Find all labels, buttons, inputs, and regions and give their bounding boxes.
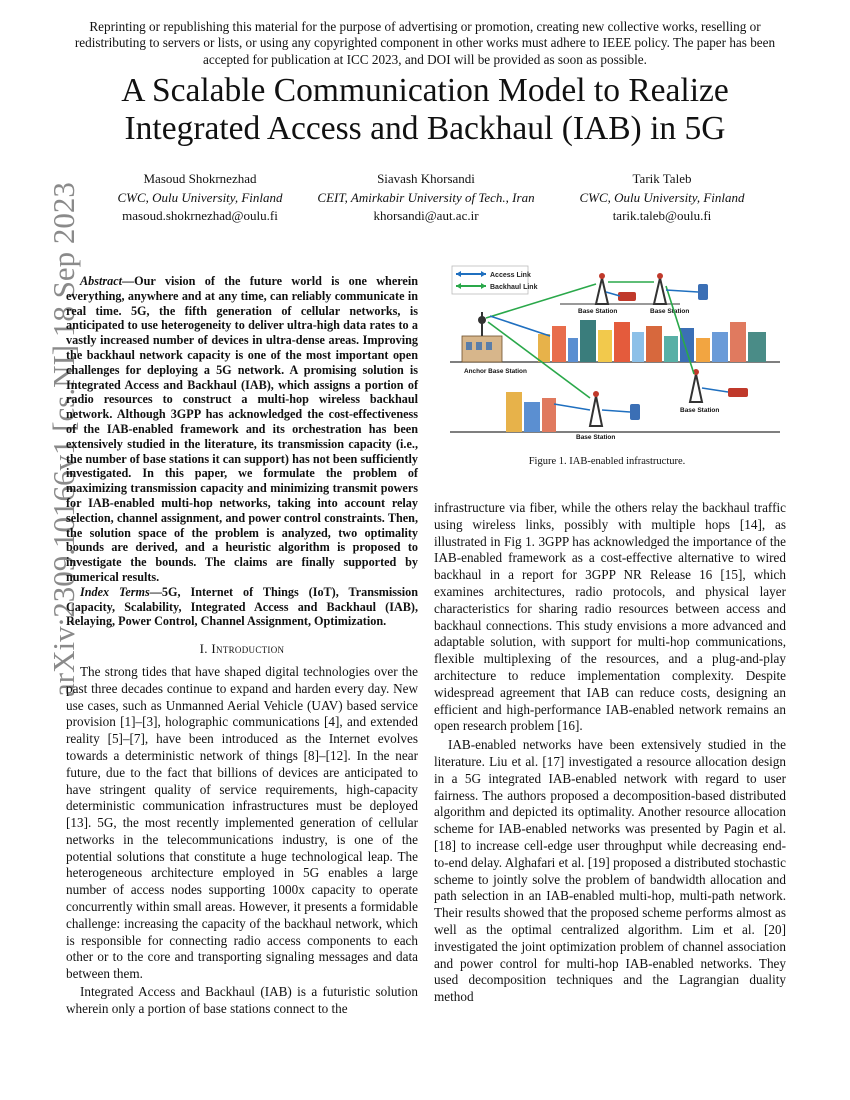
- title-line-2: Integrated Access and Backhaul (IAB) in 5G: [124, 110, 726, 147]
- section-heading: [66, 641, 418, 658]
- access-link: [702, 388, 728, 392]
- section-title: Introduction: [211, 641, 285, 657]
- access-link: [554, 404, 590, 410]
- figure-legend: [452, 266, 538, 294]
- bs-right-label: Base Station: [680, 407, 720, 414]
- anchor-building: [462, 312, 502, 362]
- title-line-1: A Scalable Communication Model to Realize: [121, 72, 729, 109]
- right-column: [434, 500, 786, 1006]
- intro-paragraph-1: The strong tides that have shaped digital technologies over the past three decades continue to expand and harden every day. New use cases, such as Unmanned Aerial Vehicle (UAV) based service provision [1]–[3], holographic communications [4], and extended reality [5]–[7], have been introduced as the Internet evolves towards a deterministic network of things [8]–[12]. In the near future, due to the fact that billions of devices are anticipated to have stringent quality of service requirements, high-capacity deterministic communication infrastructures must be deployed [13]. 5G, the most recently implemented generation of cellular networks in the telecommunications industry, is one of the potential solutions that constitute a huge technological leap. The heterogeneous architecture employed in 5G enables a large number of access nodes supporting 1000x capacity to operate concurrently within small areas. However, it presents a formidable challenge: increasing the capacity of the backhaul network, which is responsible for connecting radio access components to each other or to the core and transporting signaling messages and data between them.: [66, 663, 418, 982]
- bs-bottom-label: Base Station: [576, 434, 616, 441]
- author-block-1: [80, 170, 320, 226]
- city-buildings: [538, 320, 766, 362]
- abstract-label: Abstract: [80, 274, 122, 288]
- bs-top-left-label: Base Station: [578, 308, 618, 315]
- intro-paragraph-2: Integrated Access and Backhaul (IAB) is a futuristic solution wherein only a portion of base stations connect to the: [66, 984, 418, 1016]
- access-link: [606, 292, 620, 296]
- author-name: Masoud Shokrnezhad: [143, 171, 257, 186]
- buildings-bottom-left: [506, 392, 556, 432]
- bs-top-right-label: Base Station: [650, 308, 690, 315]
- copyright-notice: Reprinting or republishing this material for the purpose of advertising or promotion, creating new collective works, reselling or redistributing to servers or lists, or using any copyrighted component in other works must adhere to IEEE policy. The paper has been accepted for publication at ICC 2023, and DOI will be provided as soon as possible.: [74, 19, 776, 67]
- index-terms: [66, 585, 418, 629]
- author-email: tarik.taleb@oulu.fi: [612, 208, 712, 223]
- tower-bottom: [590, 391, 602, 426]
- access-link: [602, 410, 630, 412]
- figure-caption: Figure 1. IAB-enabled infrastructure.: [528, 456, 686, 467]
- legend-access-label: Access Link: [490, 272, 531, 279]
- phone-icon: [698, 284, 708, 300]
- figure-iab-infrastructure: [450, 262, 780, 442]
- right-paragraph-2: IAB-enabled networks have been extensively studied in the literature. Liu et al. [17] investigated a resource allocation design in a 5G integrated IAB-enabled network with regard to user fairness. The authors proposed a decomposition-based distributed algorithm and depicted its optimality. Another resource allocation scheme for IAB-enabled networks was presented by Pagin et al. [18] to increase cell-edge user throughput while decreasing end-to-end delay. Alghafari et al. [19] proposed a distributed stochastic scheme to jointly solve the problem of bandwidth allocation and path selection in an IAB-enabled multi-hop, multi-path network. Their results showed that the proposed scheme performs almost as well as the optimal centralized algorithm. Lim et al. [20] investigated the joint optimization problem of channel association and power control for multi-hop IAB-enabled networks. They used decomposition techniques and the Lagrangian duality method: [434, 737, 786, 1005]
- section-number: I.: [199, 641, 212, 657]
- paper-title: [40, 72, 810, 148]
- index-terms-label: Index Terms: [80, 584, 150, 599]
- car-icon: [618, 292, 636, 301]
- author-name: Tarik Taleb: [632, 171, 692, 186]
- author-block-2: [306, 170, 546, 226]
- anchor-label: Anchor Base Station: [464, 368, 527, 375]
- author-email: masoud.shokrnezhad@oulu.fi: [122, 208, 278, 223]
- tower-top-right: [654, 273, 666, 304]
- author-email: khorsandi@aut.ac.ir: [373, 208, 479, 223]
- abstract: [66, 274, 418, 585]
- arxiv-identifier: arXiv:2309.10166v1 [cs.NI] 18 Sep 2023: [46, 182, 81, 697]
- author-name: Siavash Khorsandi: [377, 171, 475, 186]
- car-icon-right: [728, 388, 748, 397]
- tower-top-left: [596, 273, 608, 304]
- phone-icon-bottom: [630, 404, 640, 420]
- tower-right: [690, 369, 702, 402]
- author-affiliation: CWC, Oulu University, Finland: [117, 189, 283, 205]
- right-paragraph-1: infrastructure via fiber, while the others relay the backhaul traffic using wireless links, possibly with multiple hops [14], as illustrated in Fig 1. 3GPP has acknowledged the importance of the IAB-enabled framework as a cost-effective alternative to wired backhaul in a report for 3GPP NR Release 16 [15], which examines architectures, radio protocols, and physical layer characteristics for sharing radio resources between access and backhaul connections. This study envisions a more advanced and adaptable solution, with support for multi-hop communications, flexible multiplexing of the resources, and a plug-and-play architecture to reduce implementation complexity. Despite widespread agreement that IAB can reduce costs, designing an efficient and high-performance IAB-enabled network remains an open research problem [16].: [434, 500, 786, 734]
- abstract-text: —Our vision of the future world is one wherein everything, anywhere and at any time, can reliably communicate in real time. 5G, the fifth generation of cellular networks, is anticipated to use heterogeneity to deliver ultra-high data rates to a vastly increased number of devices in ultra-dense areas. Improving the backhaul network capacity is one of the most important open challenges for deploying a 5G network. A promising solution is Integrated Access and Backhaul (IAB), which assigns a portion of radio resources to construct a multi-hop wireless backhaul network. Although 3GPP has acknowledged the cost-effectiveness of the IAB-enabled framework and its orchestration has been extensively studied in the literature, its transmission capacity (i.e., the number of base stations it can support) has not been sufficiently investigated. In this paper, we formulate the problem of maximizing transmission capacity and minimizing transmit powers for IAB-enabled multi-hop networks, taking into account relay selection, channel assignment, and power control constraints. Then, the solution space of the problem is analyzed, two optimality bounds are derived, and a heuristic algorithm is proposed to investigate the bounds. The claims are finally supported by numerical results.: [66, 274, 418, 584]
- index-terms-text: —5G, Internet of Things (IoT), Transmission Capacity, Scalability, Integrated Access and Backhaul (IAB), Relaying, Power Control, Channel Assignment, Optimization.: [66, 584, 418, 629]
- legend-backhaul-label: Backhaul Link: [490, 284, 538, 291]
- left-column: [66, 274, 418, 1018]
- author-block-3: [542, 170, 782, 226]
- access-link: [490, 316, 550, 336]
- author-affiliation: CEIT, Amirkabir University of Tech., Iran: [317, 189, 535, 205]
- author-affiliation: CWC, Oulu University, Finland: [579, 189, 745, 205]
- access-link: [666, 290, 698, 292]
